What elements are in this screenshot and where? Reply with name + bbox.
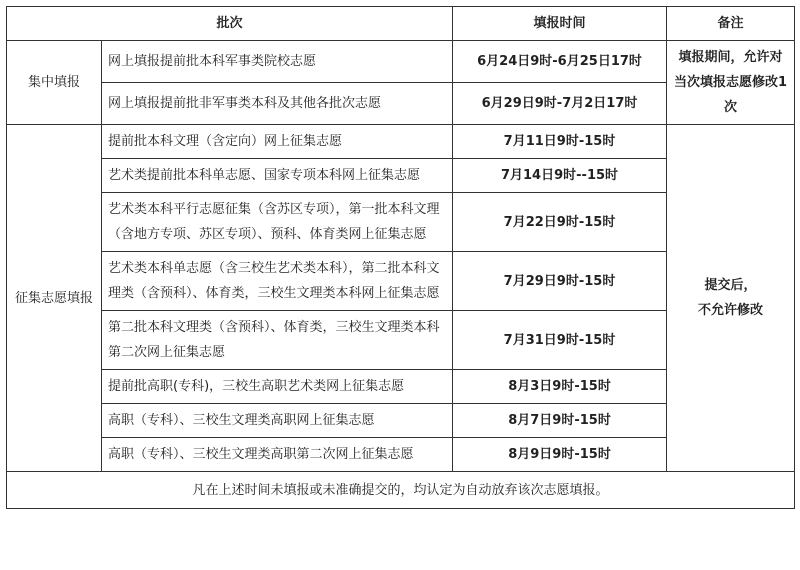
row-item: 提前批本科文理（含定向）网上征集志愿	[102, 125, 453, 159]
header-time: 填报时间	[453, 7, 667, 41]
table-row	[7, 41, 795, 83]
row-item: 艺术类本科平行志愿征集（含苏区专项），第一批本科文理（含地方专项、苏区专项）、预科、体育类网上征集志愿	[102, 193, 453, 252]
row-time: 8月3日9时-15时	[453, 370, 667, 404]
row-time: 7月22日9时-15时	[453, 193, 667, 252]
footer-row	[7, 472, 795, 509]
row-item: 高职（专科）、三校生文理类高职第二次网上征集志愿	[102, 438, 453, 472]
row-item: 提前批高职(专科)，三校生高职艺术类网上征集志愿	[102, 370, 453, 404]
row-time: 8月7日9时-15时	[453, 404, 667, 438]
row-item: 第二批本科文理类（含预科）、体育类，三校生文理类本科第二次网上征集志愿	[102, 311, 453, 370]
row-time: 7月14日9时--15时	[453, 159, 667, 193]
schedule-table	[6, 6, 795, 509]
row-item: 艺术类提前批本科单志愿、国家专项本科网上征集志愿	[102, 159, 453, 193]
table-row	[7, 125, 795, 159]
row-item: 网上填报提前批非军事类本科及其他各批次志愿	[102, 83, 453, 125]
header-row	[7, 7, 795, 41]
row-item: 艺术类本科单志愿（含三校生艺术类本科），第二批本科文理类（含预科）、体育类，三校生文理类本科网上征集志愿	[102, 252, 453, 311]
row-time: 6月29日9时-7月2日17时	[453, 83, 667, 125]
header-note: 备注	[667, 7, 795, 41]
row-item: 高职（专科）、三校生文理类高职网上征集志愿	[102, 404, 453, 438]
row-time: 8月9日9时-15时	[453, 438, 667, 472]
row-time: 6月24日9时-6月25日17时	[453, 41, 667, 83]
row-time: 7月11日9时-15时	[453, 125, 667, 159]
group-label-solicitation: 征集志愿填报	[7, 125, 102, 472]
group-note-centralized: 填报期间，允许对当次填报志愿修改1次	[667, 41, 795, 125]
group-label-centralized: 集中填报	[7, 41, 102, 125]
header-batch: 批次	[7, 7, 453, 41]
row-item: 网上填报提前批本科军事类院校志愿	[102, 41, 453, 83]
row-time: 7月29日9时-15时	[453, 252, 667, 311]
note-line: 提交后，	[704, 278, 757, 293]
note-line: 不允许修改	[698, 303, 764, 318]
row-time: 7月31日9时-15时	[453, 311, 667, 370]
footer-note: 凡在上述时间未填报或未准确提交的，均认定为自动放弃该次志愿填报。	[7, 472, 795, 509]
group-note-solicitation	[667, 125, 795, 472]
